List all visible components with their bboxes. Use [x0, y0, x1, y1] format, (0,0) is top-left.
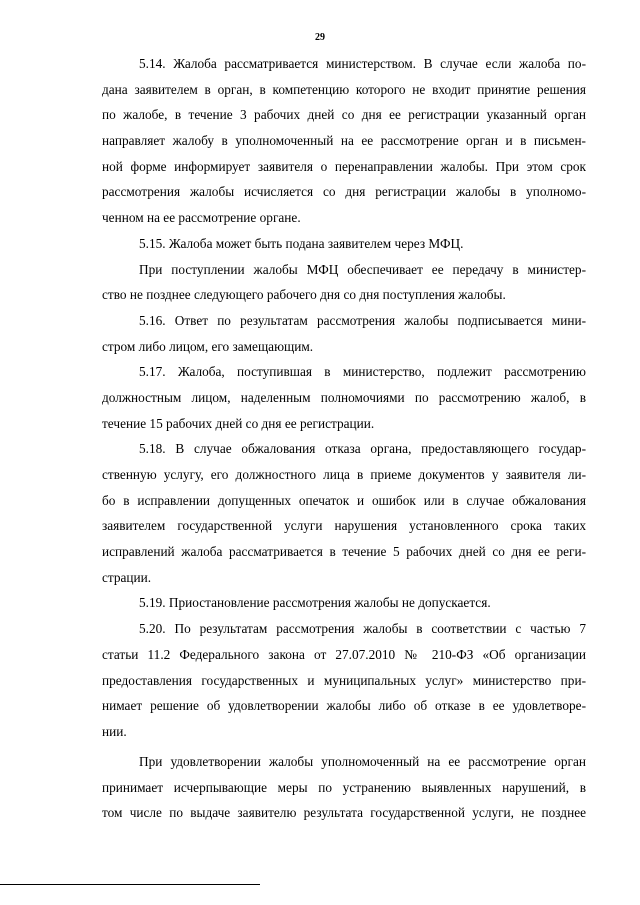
paragraph-line: ственную услугу, его должностного лица в приеме документов у заявителя ли-: [102, 467, 586, 482]
paragraph-line: стром либо лицом, его замещающим.: [102, 338, 314, 354]
paragraph-line: 5.18. В случае обжалования отказа органа, предоставляющего государ-: [139, 441, 586, 457]
paragraph-line: исправлений жалоба рассматривается в течение 5 рабочих дней со дня ее реги-: [102, 544, 586, 560]
paragraph-line: ство не позднее следующего рабочего дня со дня поступления жалобы.: [102, 287, 506, 303]
paragraph-line: При удовлетворении жалобы уполномоченный на ее рассмотрение орган: [139, 754, 586, 770]
paragraph: [102, 616, 586, 744]
page-number: 29: [315, 32, 325, 43]
paragraph-line: 5.19. Приостановление рассмотрения жалобы не допускается.: [139, 595, 491, 611]
paragraph-line: ченном на ее рассмотрение органе.: [102, 210, 301, 226]
document-body: [102, 51, 586, 826]
paragraph-line: 5.16. Ответ по результатам рассмотрения жалобы подписывается мини-: [139, 312, 586, 328]
paragraph-line: направляет жалобу в уполномоченный на ее рассмотрение орган и в письмен-: [102, 133, 586, 149]
paragraph-line: 5.20. По результатам рассмотрения жалобы в соответствии с частью 7: [139, 621, 586, 637]
paragraph: [102, 436, 586, 590]
paragraph-line: нии.: [102, 723, 127, 739]
paragraph-line: том числе по выдаче заявителю результата государственной услуги, не позднее: [102, 805, 586, 821]
paragraph-line: страции.: [102, 569, 152, 585]
paragraph-line: статьи 11.2 Федерального закона от 27.07.2010 № 210-ФЗ «Об организации: [102, 646, 586, 662]
paragraph-line: ной форме информирует заявителя о перенаправлении жалобы. При этом срок: [102, 158, 586, 174]
paragraph-line: 5.15. Жалоба может быть подана заявителем через МФЦ.: [139, 235, 464, 251]
paragraph-line: должностным лицом, наделенным полномочиями по рассмотрению жалоб, в: [102, 389, 586, 405]
paragraph: [102, 257, 586, 308]
paragraph-line: 5.14. Жалоба рассматривается министерством. В случае если жалоба по-: [139, 56, 586, 71]
paragraph-line: дана заявителем в орган, в компетенцию которого не входит принятие решения: [102, 81, 586, 97]
paragraph-line: заявителем государственной услуги нарушения установленного срока таких: [102, 518, 586, 534]
paragraph-line: бо в исправлении допущенных опечаток и ошибок или в случае обжалования: [102, 492, 586, 508]
paragraph-line: принимает исчерпывающие меры по устранению выявленных нарушений, в: [102, 779, 586, 795]
footnote-separator-line: [0, 884, 260, 885]
paragraph-line: течение 15 рабочих дней со дня ее регистрации.: [102, 415, 375, 431]
paragraph: [102, 590, 586, 616]
paragraph: [102, 231, 586, 257]
paragraph-line: по жалобе, в течение 3 рабочих дней со дня ее регистрации указанный орган: [102, 107, 586, 123]
paragraph-line: нимает решение об удовлетворении жалобы либо об отказе в ее удовлетворе-: [102, 698, 586, 714]
paragraph-line: рассмотрения жалобы исчисляется со дня регистрации жалобы в уполномо-: [102, 184, 586, 200]
paragraph: [102, 51, 586, 231]
paragraph: [102, 359, 586, 436]
paragraph: [102, 308, 586, 359]
paragraph: [102, 749, 586, 826]
paragraph-line: предоставления государственных и муниципальных услуг» министерство при-: [102, 672, 586, 688]
paragraph-line: 5.17. Жалоба, поступившая в министерство, подлежит рассмотрению: [139, 364, 586, 380]
paragraph-line: При поступлении жалобы МФЦ обеспечивает ее передачу в министер-: [139, 261, 586, 277]
